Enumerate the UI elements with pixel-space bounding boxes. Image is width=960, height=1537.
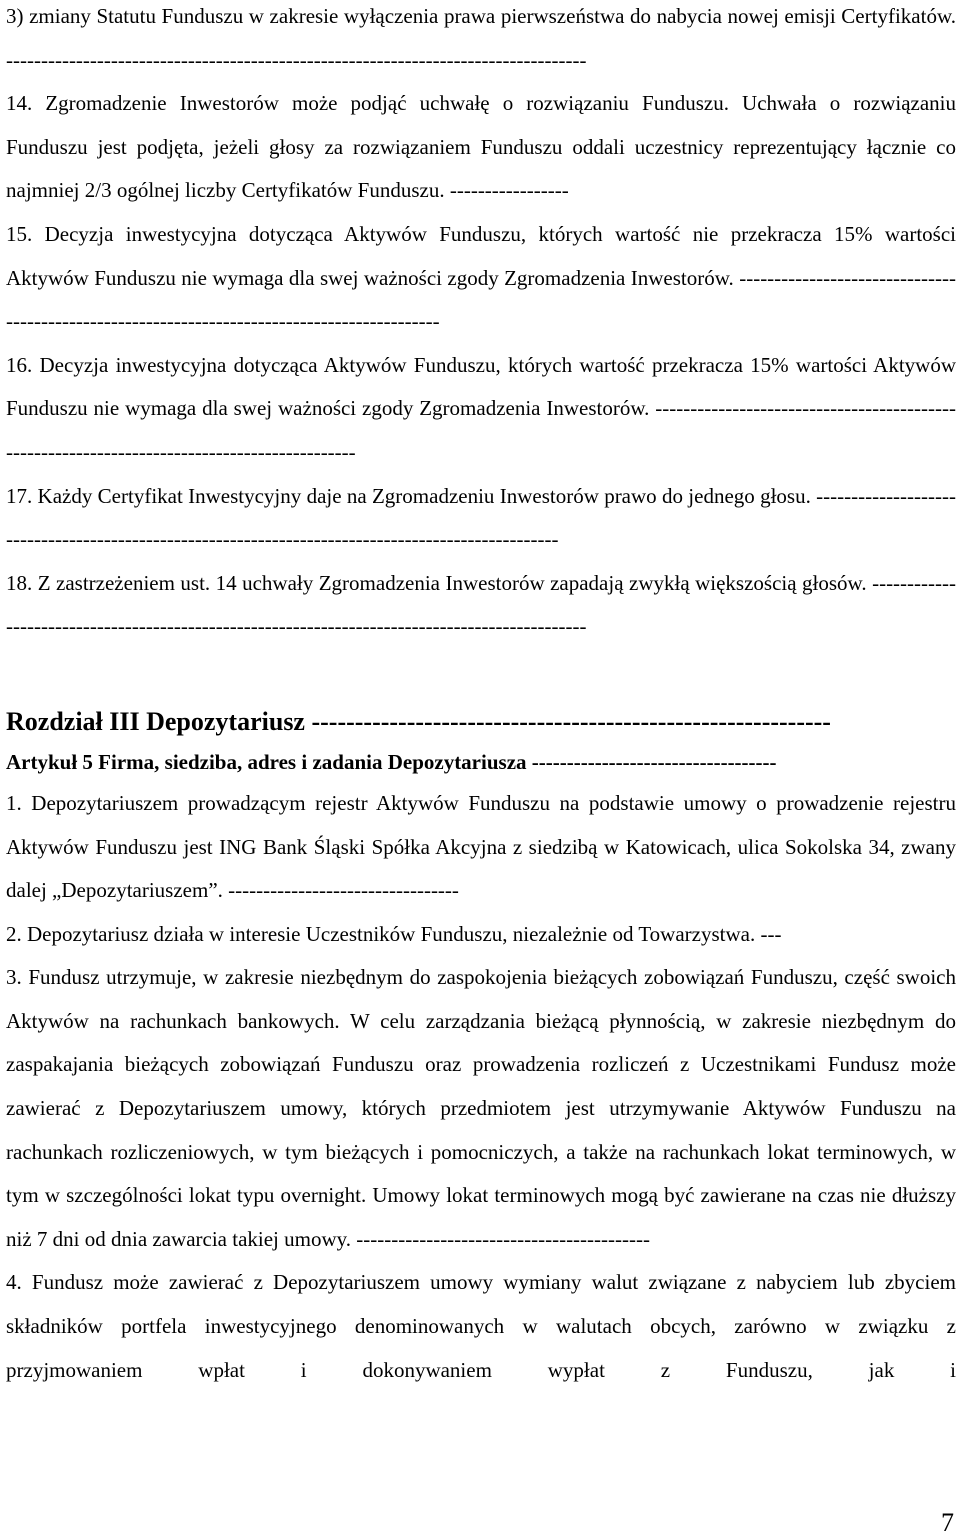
- page-number: 7: [941, 1508, 954, 1537]
- paragraph-art5-3: 3. Fundusz utrzymuje, w zakresie niezbędnym do zaspokojenia bieżących zobowiązań Funduszu, część swoich Aktywów na rachunkach bankowych. W celu zarządzania bieżącą płynnością, w zakresie niezbędnym do zaspakajania bieżących zobowiązań Funduszu oraz prowadzenia rozliczeń z Uczestnikami Fundusz może zawierać z Depozytariuszem umowy, których przedmiotem jest utrzymywanie Aktywów Funduszu na rachunkach rozliczeniowych, w tym bieżących i pomocniczych, a także na rachunkach lokat terminowych, w tym w szczególności lokat typu overnight. Umowy lokat terminowych mogą być zawierane na czas nie dłuższy niż 7 dni od dnia zawarcia takiej umowy. ------------------------------------------: [6, 965, 956, 1251]
- paragraph-18: 18. Z zastrzeżeniem ust. 14 uchwały Zgromadzenia Inwestorów zapadają zwykłą większością głosów. -----------------------------------------------------------------------------------------------: [6, 570, 956, 639]
- section-gap: [6, 649, 956, 702]
- paragraph-16: 16. Decyzja inwestycyjna dotycząca Aktywów Funduszu, których wartość przekracza 15% wartości Aktywów Funduszu nie wymaga dla swej ważności zgody Zgromadzenia Inwestorów. ---------------------------------------------------------------------------------------------: [6, 352, 956, 464]
- paragraph-art5-1: 1. Depozytariuszem prowadzącym rejestr Aktywów Funduszu na podstawie umowy o prowadzenie rejestru Aktywów Funduszu jest ING Bank Śląski Spółka Akcyjna z siedzibą w Katowicach, ulica Sokolska 34, zwany dalej „Depozytariuszem”. ---------------------------------: [6, 790, 956, 903]
- paragraph-art5-4: 4. Fundusz może zawierać z Depozytariuszem umowy wymiany walut związane z nabyciem lub zbyciem składników portfela inwestycyjnego denominowanych w walutach obcych, zarówno w związku z przyjmowaniem wpłat i dokonywaniem wypłat z Funduszu, jak i: [6, 1270, 956, 1382]
- article-heading: Artykuł 5 Firma, siedziba, adres i zadania Depozytariusza -----------------------------------: [6, 749, 777, 774]
- chapter-heading: Rozdział III Depozytariusz ------------------------------------------------------------: [6, 706, 831, 736]
- document-page: [6, 0, 956, 1392]
- paragraph-14: 14. Zgromadzenie Inwestorów może podjąć uchwałę o rozwiązaniu Funduszu. Uchwała o rozwiązaniu Funduszu jest podjęta, jeżeli głosy za rozwiązaniem Funduszu oddali uczestnicy reprezentujący łącznie co najmniej 2/3 ogólnej liczby Certyfikatów Funduszu. -----------------: [6, 91, 956, 203]
- paragraph-art5-2: 2. Depozytariusz działa w interesie Uczestników Funduszu, niezależnie od Towarzystwa. ---: [6, 921, 782, 946]
- paragraph-15: 15. Decyzja inwestycyjna dotycząca Aktywów Funduszu, których wartość nie przekracza 15% wartości Aktywów Funduszu nie wymaga dla swej ważności zgody Zgromadzenia Inwestorów. ---------------------------------------------------------------------------------------------: [6, 221, 956, 334]
- paragraph-item-3: 3) zmiany Statutu Funduszu w zakresie wyłączenia prawa pierwszeństwa do nabycia nowej emisji Certyfikatów. -----------------------------------------------------------------------------------: [6, 4, 956, 72]
- paragraph-17: 17. Każdy Certyfikat Inwestycyjny daje na Zgromadzeniu Inwestorów prawo do jednego głosu. ---------------------------------------------------------------------------------------------------: [6, 483, 956, 552]
